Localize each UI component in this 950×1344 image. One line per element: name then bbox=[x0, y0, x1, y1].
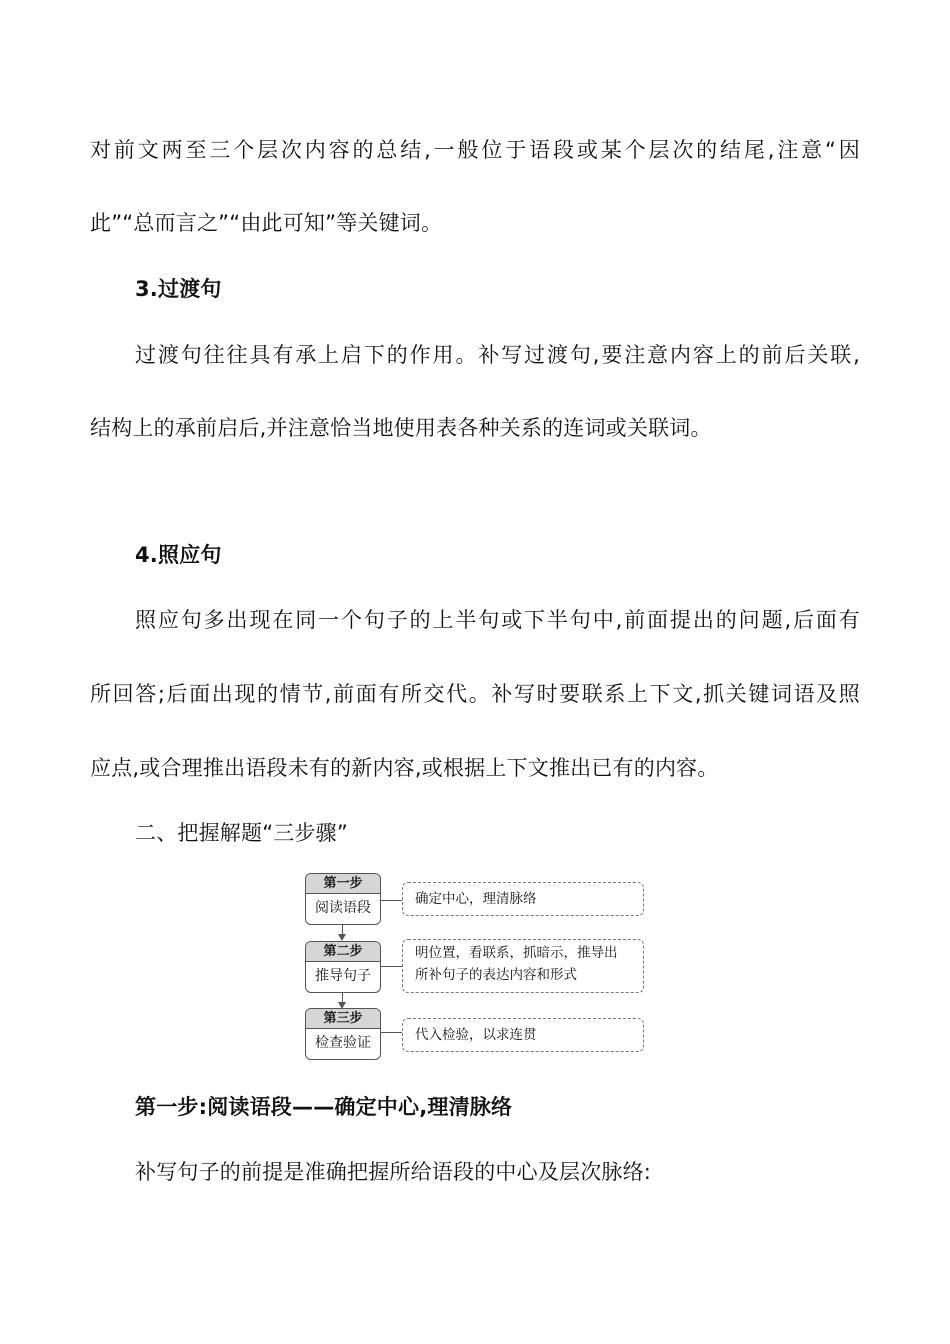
flow-step-2-title: 第二步 bbox=[306, 942, 380, 962]
flow-step-3-name: 检查验证 bbox=[315, 1035, 371, 1051]
flow-step-3-desc bbox=[402, 1018, 644, 1052]
heading-step1-read-passage: 第一步:阅读语段——确定中心,理清脉络 bbox=[135, 1095, 513, 1119]
paragraph-echo-line2: 所回答;后面出现的情节,前面有所交代。补写时要联系上下文,抓关键词语及照 bbox=[90, 682, 860, 706]
flow-connector-2 bbox=[381, 966, 402, 967]
flow-step-2-name: 推导句子 bbox=[315, 968, 371, 984]
paragraph-transition-line1: 过渡句往往具有承上启下的作用。补写过渡句,要注意内容上的前后关联, bbox=[135, 343, 860, 367]
paragraph-step1-text: 补写句子的前提是准确把握所给语段的中心及层次脉络: bbox=[135, 1160, 652, 1184]
flow-connector-3 bbox=[381, 1032, 402, 1033]
flow-step-1-desc-line1: 确定中心，理清脉络 bbox=[415, 891, 537, 907]
paragraph-echo-line1: 照应句多出现在同一个句子的上半句或下半句中,前面提出的问题,后面有 bbox=[135, 608, 860, 632]
heading-echo-sentence: 4.照应句 bbox=[135, 543, 222, 567]
flow-step-1-desc bbox=[402, 882, 644, 916]
paragraph-summary-line1: 对前文两至三个层次内容的总结,一般位于语段或某个层次的结尾,注意“因 bbox=[90, 138, 860, 162]
paragraph-summary-line2: 此”“总而言之”“由此可知”等关键词。 bbox=[90, 211, 443, 235]
flow-arrow-1-icon bbox=[338, 934, 346, 941]
flow-step-1-name: 阅读语段 bbox=[315, 900, 371, 916]
flow-connector-1 bbox=[381, 900, 402, 901]
flow-step-3-desc-line1: 代入检验，以求连贯 bbox=[415, 1027, 537, 1043]
flow-step-2-desc-line1: 明位置，看联系，抓暗示，推导出 bbox=[415, 945, 618, 961]
section-heading-three-steps: 二、把握解题“三步骤” bbox=[135, 821, 348, 845]
flow-step-1 bbox=[305, 873, 381, 925]
flow-step-1-title: 第一步 bbox=[306, 874, 380, 894]
flow-step-2-desc bbox=[402, 939, 644, 993]
flow-step-2 bbox=[305, 941, 381, 993]
flow-step-2-desc-line2: 所补句子的表达内容和形式 bbox=[415, 967, 577, 983]
heading-transition-sentence: 3.过渡句 bbox=[135, 277, 222, 301]
three-steps-flowchart bbox=[300, 870, 652, 1060]
paragraph-transition-line2: 结构上的承前启后,并注意恰当地使用表各种关系的连词或关联词。 bbox=[90, 416, 712, 440]
flow-step-3-title: 第三步 bbox=[306, 1009, 380, 1029]
paragraph-echo-line3: 应点,或合理推出语段未有的新内容,或根据上下文推出已有的内容。 bbox=[90, 756, 719, 780]
flow-step-3 bbox=[305, 1008, 381, 1060]
